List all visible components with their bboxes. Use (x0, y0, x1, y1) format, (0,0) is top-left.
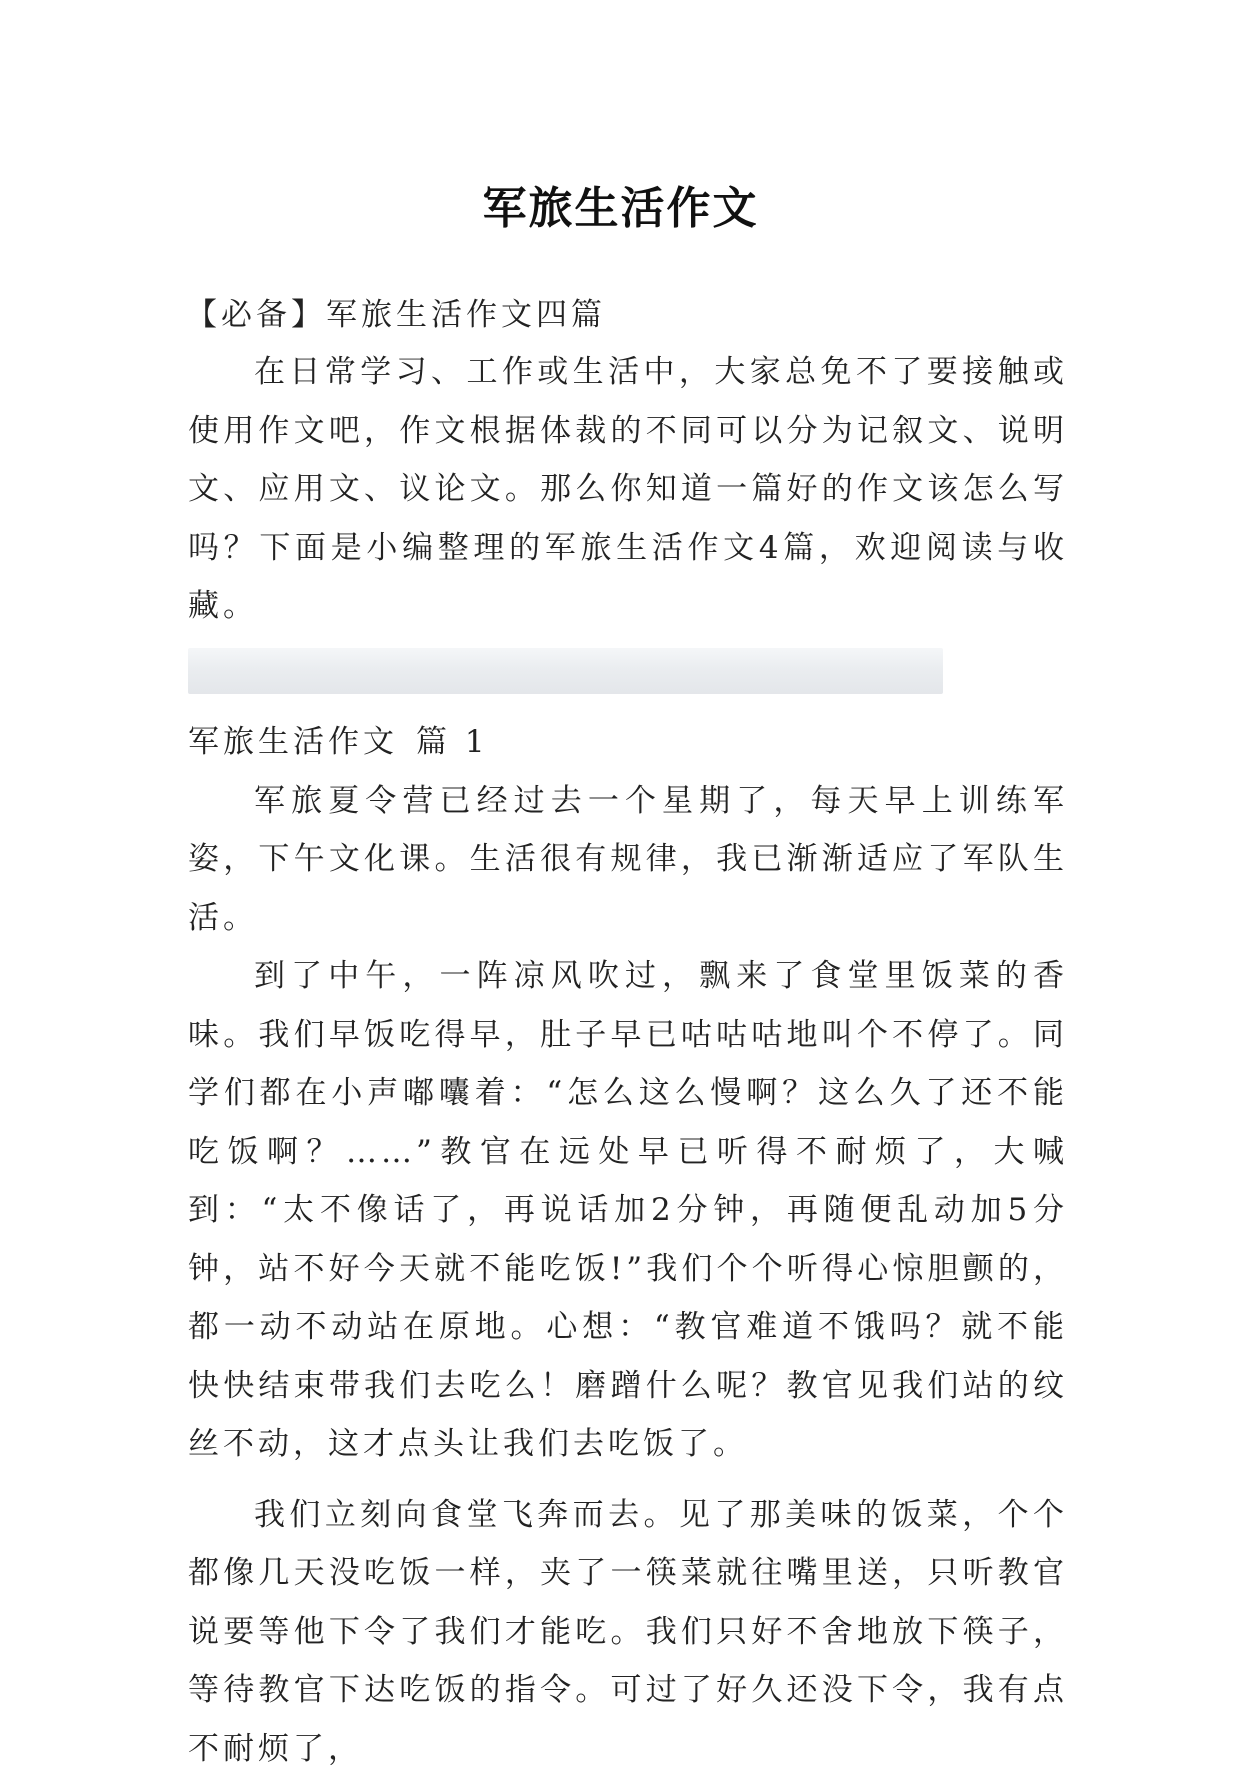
document-subtitle: 【必备】军旅生活作文四篇 (186, 287, 1068, 343)
page-title: 军旅生活作文 (0, 179, 1241, 239)
body-paragraph: 我们立刻向食堂飞奔而去。见了那美味的饭菜，个个都像几天没吃饭一样，夹了一筷菜就往嘴里送，只听教官说要等他下令了我们才能吃。我们只好不舍地放下筷子，等待教官下达吃饭的指令。可过了好久还没下令，我有点不耐烦了， (188, 1486, 1068, 1778)
intro-paragraph: 在日常学习、工作或生活中，大家总免不了要接触或使用作文吧，作文根据体裁的不同可以分为记叙文、说明文、应用文、议论文。那么你知道一篇好的作文该怎么写吗？下面是小编整理的军旅生活作文4篇，欢迎阅读与收藏。 (188, 343, 1068, 636)
body-paragraph: 到了中午，一阵凉风吹过，飘来了食堂里饭菜的香味。我们早饭吃得早，肚子早已咕咕咕地叫个不停了。同学们都在小声嘟囔着：“怎么这么慢啊？这么久了还不能吃饭啊？……”教官在远处早已听得不耐烦了，大喊到：“太不像话了，再说话加2分钟，再随便乱动加5分钟，站不好今天就不能吃饭!”我们个个听得心惊胆颤的，都一动不动站在原地。心想：“教官难道不饿吗？就不能快快结束带我们去吃么！磨蹭什么呢？教官见我们站的纹丝不动，这才点头让我们去吃饭了。 (188, 947, 1068, 1474)
body-paragraph: 军旅夏令营已经过去一个星期了，每天早上训练军姿，下午文化课。生活很有规律，我已渐渐适应了军队生活。 (188, 772, 1068, 948)
section-number: 篇 1 (416, 724, 489, 760)
section-heading-text: 军旅生活作文 (188, 724, 398, 760)
faded-image-strip (188, 648, 943, 694)
section-heading (188, 712, 1068, 772)
document-body (188, 287, 1068, 1778)
